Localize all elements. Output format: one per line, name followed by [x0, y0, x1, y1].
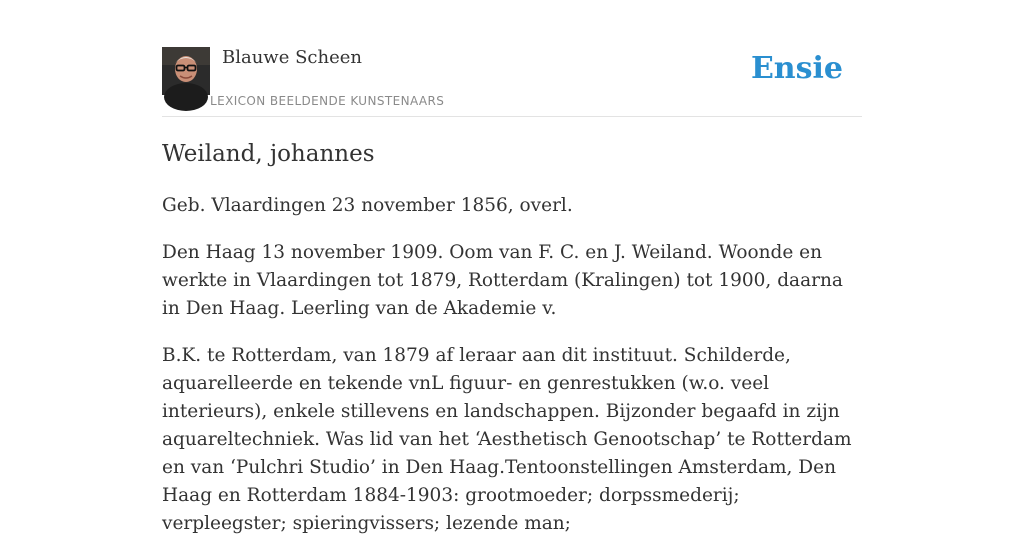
brand-logo[interactable]: Ensie [750, 51, 843, 86]
article-container [162, 0, 862, 534]
article-paragraph: B.K. te Rotterdam, van 1879 af leraar aan dit instituut. Schilderde, aquarelleerde en tekende vnL figuur- en genrestukken (w.o. veel interieurs), enkele stillevens en landschappen. Bijzonder begaafd in zijn aquareltechniek. Was lid van het ‘Aesthetisch Genootschap’ te Rotterdam en van ‘Pulchri Studio’ in Den Haag.Tentoonstellingen Amsterdam, Den Haag en Rotterdam 1884-1903: grootmoeder; dorpssmederij; verpleegster; spieringvissers; lezende man; [162, 345, 852, 534]
author-name[interactable]: Blauwe Scheen [222, 47, 362, 68]
article-paragraph: Geb. Vlaardingen 23 november 1856, overl. [162, 195, 573, 216]
article-body [162, 192, 862, 557]
article-paragraph: Den Haag 13 november 1909. Oom van F. C. en J. Weiland. Woonde en werkte in Vlaardingen tot 1879, Rotterdam (Kralingen) tot 1900, daarna in Den Haag. Leerling van de Akademie v. [162, 242, 843, 319]
article-header [162, 0, 862, 117]
author-photo-icon [162, 47, 210, 95]
author-avatar[interactable] [162, 47, 210, 95]
publication-name[interactable]: LEXICON BEELDENDE KUNSTENAARS [210, 94, 445, 108]
article-title: Weiland, johannes [162, 141, 375, 167]
